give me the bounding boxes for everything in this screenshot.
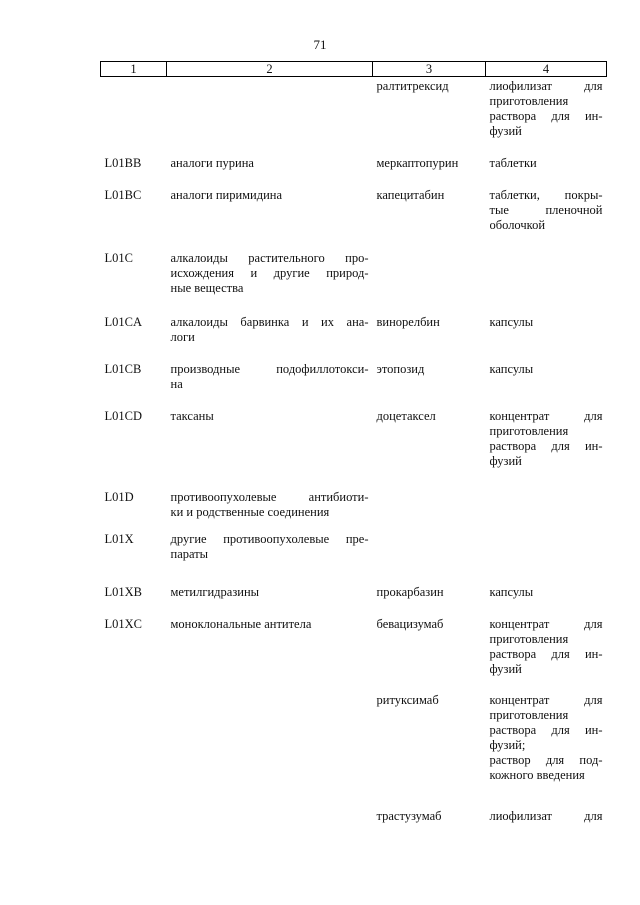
- dosage-form-line: фузий: [489, 453, 522, 468]
- group-name-cell: [167, 313, 373, 360]
- group-name-line: ки и родственные соединения: [170, 504, 330, 519]
- dosage-form-line: приготовления: [489, 423, 569, 438]
- dosage-form-line: кожного введения: [489, 767, 585, 782]
- group-name-cell: [167, 186, 373, 249]
- dosage-form-line: раствора для ин-: [489, 646, 603, 661]
- dosage-form-line: тые пленочной: [489, 202, 603, 217]
- header-row: [101, 62, 607, 77]
- dosage-form-line: приготовления: [489, 631, 569, 646]
- dosage-form-cell: [486, 154, 607, 186]
- dosage-form-cell: [486, 186, 607, 249]
- dosage-form-line: раствора для ин-: [489, 438, 603, 453]
- drug-name-cell: ралтитрексид: [376, 79, 449, 93]
- dosage-form-line: фузий;: [489, 737, 526, 752]
- column-header-1: 1: [101, 62, 167, 77]
- group-name-line: логи: [170, 329, 195, 344]
- dosage-form-cell: [486, 583, 607, 615]
- group-name-cell: [167, 807, 373, 837]
- column-header-3: 3: [373, 62, 486, 77]
- table-row: [101, 249, 607, 313]
- dosage-form-cell: [486, 488, 607, 530]
- dosage-form-line: раствора для ин-: [489, 722, 603, 737]
- dosage-form-line: фузий: [489, 661, 522, 676]
- group-name-cell: [167, 691, 373, 807]
- dosage-form-line: концентрат для: [489, 408, 603, 423]
- dosage-form-line: приготовления: [489, 94, 569, 108]
- group-name-line: моноклональные антитела: [170, 616, 312, 631]
- column-header-4: 4: [486, 62, 607, 77]
- atc-code-cell: L01CB: [104, 361, 142, 376]
- group-name-cell: [167, 360, 373, 407]
- drug-name-cell: бевацизумаб: [376, 616, 444, 631]
- table-row: [101, 488, 607, 530]
- dosage-form-line: раствор для под-: [489, 752, 603, 767]
- table-row: [101, 360, 607, 407]
- dosage-form-cell: [486, 691, 607, 807]
- atc-code-cell: L01BB: [104, 155, 142, 170]
- drug-name-cell: винорелбин: [376, 314, 440, 329]
- column-header-2: 2: [167, 62, 373, 77]
- page-number: 71: [313, 37, 327, 52]
- table-row: [101, 154, 607, 186]
- drug-name-cell: [373, 530, 486, 583]
- dosage-form-line: капсулы: [489, 314, 534, 329]
- dosage-form-line: капсулы: [489, 361, 534, 376]
- atc-code-cell: L01XC: [104, 616, 142, 631]
- dosage-form-line: капсулы: [489, 584, 534, 599]
- group-name-line: другие противоопухолевые пре-: [170, 531, 369, 546]
- dosage-form-line: таблетки, покры-: [489, 187, 603, 202]
- table-row: [101, 615, 607, 691]
- group-name-cell: [167, 154, 373, 186]
- drug-name-cell: прокарбазин: [376, 584, 444, 599]
- drug-name-cell: меркаптопурин: [376, 155, 459, 170]
- dosage-form-line: фузий: [489, 124, 522, 138]
- group-name-line: метилгидразины: [170, 584, 260, 599]
- group-name-line: аналоги пиримидина: [170, 187, 283, 202]
- atc-code-cell: L01CA: [104, 314, 142, 329]
- drug-name-cell: капецитабин: [376, 187, 445, 202]
- group-name-line: таксаны: [170, 408, 214, 423]
- dosage-form-cell: [486, 77, 607, 154]
- group-name-line: противоопухолевые антибиоти-: [170, 489, 369, 504]
- group-name-cell: [167, 407, 373, 488]
- dosage-form-line: раствора для ин-: [489, 109, 603, 123]
- table-header: [101, 62, 607, 77]
- group-name-cell: [167, 249, 373, 313]
- atc-code-cell: L01D: [104, 489, 134, 504]
- dosage-form-cell: [486, 313, 607, 360]
- dosage-form-cell: [486, 407, 607, 488]
- drug-name-cell: доцетаксел: [376, 408, 436, 423]
- group-name-cell: [167, 615, 373, 691]
- atc-code-cell: L01CD: [104, 408, 142, 423]
- table-row: [101, 583, 607, 615]
- table-row: [101, 691, 607, 807]
- table-row: [101, 77, 607, 154]
- group-name-line: алкалоиды барвинка и их ана-: [170, 314, 369, 329]
- atc-code-cell: [101, 77, 167, 154]
- dosage-form-line: оболочкой: [489, 217, 546, 232]
- dosage-form-cell: [486, 360, 607, 407]
- atc-code-cell: L01XB: [104, 584, 142, 599]
- dosage-form-cell: [486, 615, 607, 691]
- group-name-cell: [167, 77, 373, 154]
- group-name-line: исхождения и другие природ-: [170, 265, 369, 280]
- drug-name-cell: ритуксимаб: [376, 692, 439, 707]
- dosage-form-cell: [486, 530, 607, 583]
- atc-code-cell: [101, 691, 167, 807]
- drug-name-cell: этопозид: [376, 361, 425, 376]
- group-name-line: аналоги пурина: [170, 155, 254, 170]
- group-name-line: на: [170, 376, 183, 391]
- table-body: [101, 77, 607, 837]
- dosage-form-line: приготовления: [489, 707, 569, 722]
- drug-name-cell: [373, 249, 486, 313]
- group-name-cell: [167, 530, 373, 583]
- atc-code-cell: L01BC: [104, 187, 142, 202]
- atc-code-cell: L01C: [104, 250, 133, 265]
- table-row: [101, 186, 607, 249]
- dosage-form-line: лиофилизат для: [489, 808, 603, 823]
- dosage-form-line: таблетки: [489, 155, 537, 170]
- group-name-cell: [167, 583, 373, 615]
- dosage-form-line: концентрат для: [489, 692, 603, 707]
- drug-table: [100, 61, 607, 837]
- table-row: [101, 407, 607, 488]
- group-name-cell: [167, 488, 373, 530]
- table-row: [101, 313, 607, 360]
- group-name-line: ные вещества: [170, 280, 244, 295]
- dosage-form-line: лиофилизат для: [489, 79, 603, 93]
- table-row: [101, 807, 607, 837]
- dosage-form-line: концентрат для: [489, 616, 603, 631]
- drug-name-cell: трастузумаб: [376, 808, 442, 823]
- dosage-form-cell: [486, 807, 607, 837]
- group-name-line: параты: [170, 546, 209, 561]
- table-row: [101, 530, 607, 583]
- group-name-line: алкалоиды растительного про-: [170, 250, 369, 265]
- atc-code-cell: [101, 807, 167, 837]
- dosage-form-cell: [486, 249, 607, 313]
- atc-code-cell: L01X: [104, 531, 134, 546]
- group-name-line: производные подофиллотокси-: [170, 361, 369, 376]
- drug-name-cell: [373, 488, 486, 530]
